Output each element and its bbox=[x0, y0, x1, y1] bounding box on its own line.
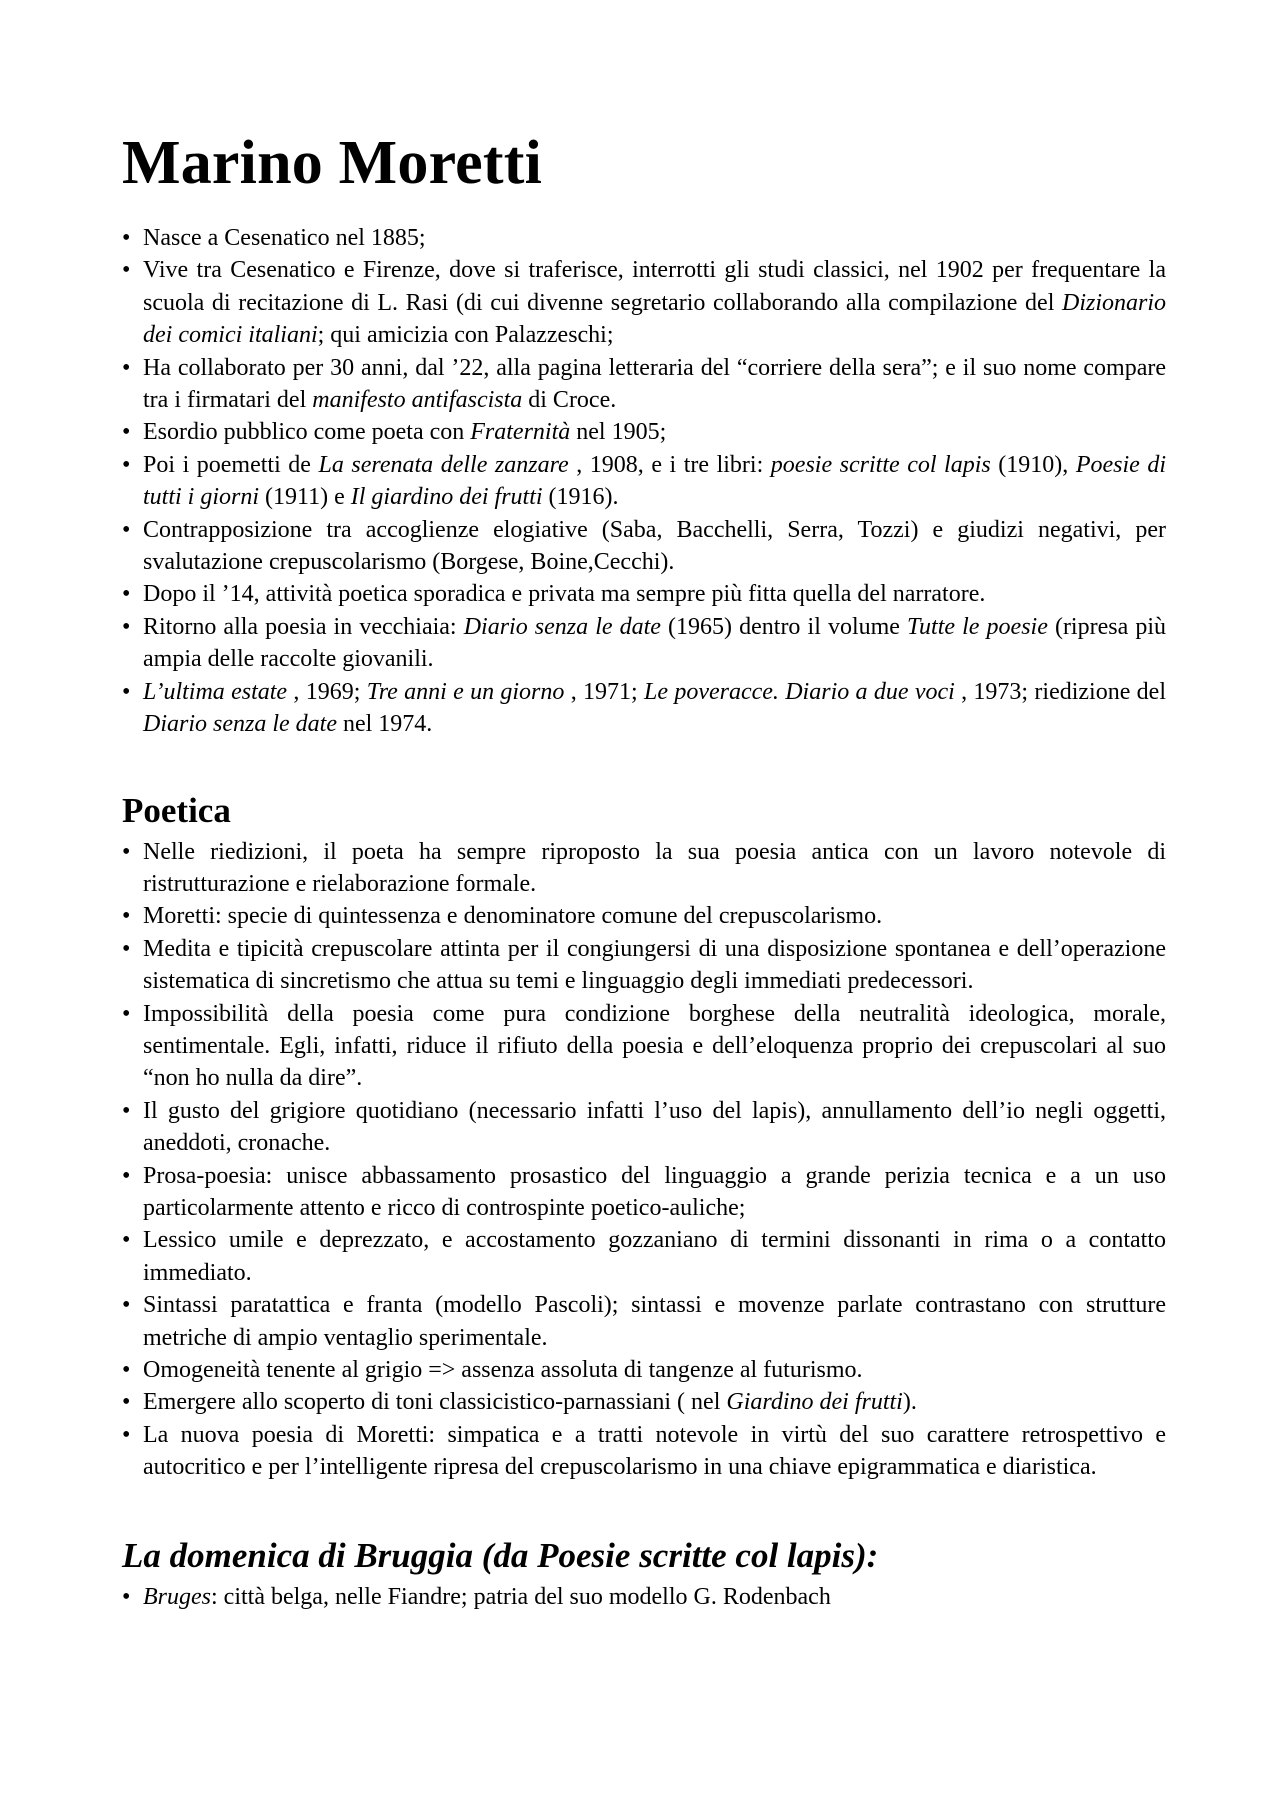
list-item: • Omogeneità tenente al grigio => assenza assoluta di tangenze al futurismo. bbox=[122, 1354, 1166, 1386]
list-item: • Moretti: specie di quintessenza e denominatore comune del crepuscolarismo. bbox=[122, 900, 1166, 932]
poetica-list bbox=[122, 836, 1166, 1484]
list-item: • Nasce a Cesenatico nel 1885; bbox=[122, 222, 1166, 254]
list-item: • Sintassi paratattica e franta (modello Pascoli); sintassi e movenze parlate contrastano con strutture metriche di ampio ventaglio sperimentale. bbox=[122, 1289, 1166, 1354]
list-item: • Vive tra Cesenatico e Firenze, dove si traferisce, interrotti gli studi classici, nel 1902 per frequentare la scuola di recitazione di L. Rasi (di cui divenne segretario collaborando alla compilazione del Dizionario dei comici italiani; qui amicizia con Palazzeschi; bbox=[122, 254, 1166, 351]
list-item: • Poi i poemetti de La serenata delle zanzare , 1908, e i tre libri: poesie scritte col lapis (1910), Poesie di tutti i giorni (1911) e Il giardino dei frutti (1916). bbox=[122, 449, 1166, 514]
list-item: • Ha collaborato per 30 anni, dal ’22, alla pagina letteraria del “corriere della sera”; e il suo nome compare tra i firmatari del manifesto antifascista di Croce. bbox=[122, 352, 1166, 417]
list-item: • Emergere allo scoperto di toni classicistico-parnassiani ( nel Giardino dei frutti). bbox=[122, 1386, 1166, 1418]
list-item: • Dopo il ’14, attività poetica sporadica e privata ma sempre più fitta quella del narratore. bbox=[122, 578, 1166, 610]
list-item: • Medita e tipicità crepuscolare attinta per il congiungersi di una disposizione spontanea e dell’operazione sistematica di sincretismo che attua su temi e linguaggio degli immediati predecessori. bbox=[122, 933, 1166, 998]
list-item: • Ritorno alla poesia in vecchiaia: Diario senza le date (1965) dentro il volume Tutte le poesie (ripresa più ampia delle raccolte giovanili. bbox=[122, 611, 1166, 676]
list-item: • Il gusto del grigiore quotidiano (necessario infatti l’uso del lapis), annullamento dell’io negli oggetti, aneddoti, cronache. bbox=[122, 1095, 1166, 1160]
list-item: • Esordio pubblico come poeta con Fraternità nel 1905; bbox=[122, 416, 1166, 448]
list-item: • Lessico umile e deprezzato, e accostamento gozzaniano di termini dissonanti in rima o a contatto immediato. bbox=[122, 1224, 1166, 1289]
list-item: • Impossibilità della poesia come pura condizione borghese della neutralità ideologica, morale, sentimentale. Egli, infatti, riduce il rifiuto della poesia e dell’eloquenza proprio dei crepuscolari al suo “non ho nulla da dire”. bbox=[122, 998, 1166, 1095]
page-title: Marino Moretti bbox=[122, 129, 542, 197]
document-page bbox=[122, 118, 1166, 1613]
list-item: • Bruges: città belga, nelle Fiandre; patria del suo modello G. Rodenbach bbox=[122, 1581, 1166, 1613]
list-item: • La nuova poesia di Moretti: simpatica e a tratti notevole in virtù del suo carattere retrospettivo e autocritico e per l’intelligente ripresa del crepuscolarismo in una chiave epigrammatica e diaristica. bbox=[122, 1419, 1166, 1484]
list-item: • L’ultima estate , 1969; Tre anni e un giorno , 1971; Le poveracce. Diario a due voci , 1973; riedizione del Diario senza le date nel 1974. bbox=[122, 676, 1166, 741]
bio-list bbox=[122, 222, 1166, 741]
domenica-heading: La domenica di Bruggia (da Poesie scritte col lapis): bbox=[122, 1535, 879, 1575]
list-item: • Prosa-poesia: unisce abbassamento prosastico del linguaggio a grande perizia tecnica e a un uso particolarmente attento e ricco di controspinte poetico-auliche; bbox=[122, 1160, 1166, 1225]
poetica-heading: Poetica bbox=[122, 790, 231, 830]
list-item: • Nelle riedizioni, il poeta ha sempre riproposto la sua poesia antica con un lavoro notevole di ristrutturazione e rielaborazione formale. bbox=[122, 836, 1166, 901]
domenica-list bbox=[122, 1581, 1166, 1613]
list-item: • Contrapposizione tra accoglienze elogiative (Saba, Bacchelli, Serra, Tozzi) e giudizi negativi, per svalutazione crepuscolarismo (Borgese, Boine,Cecchi). bbox=[122, 514, 1166, 579]
